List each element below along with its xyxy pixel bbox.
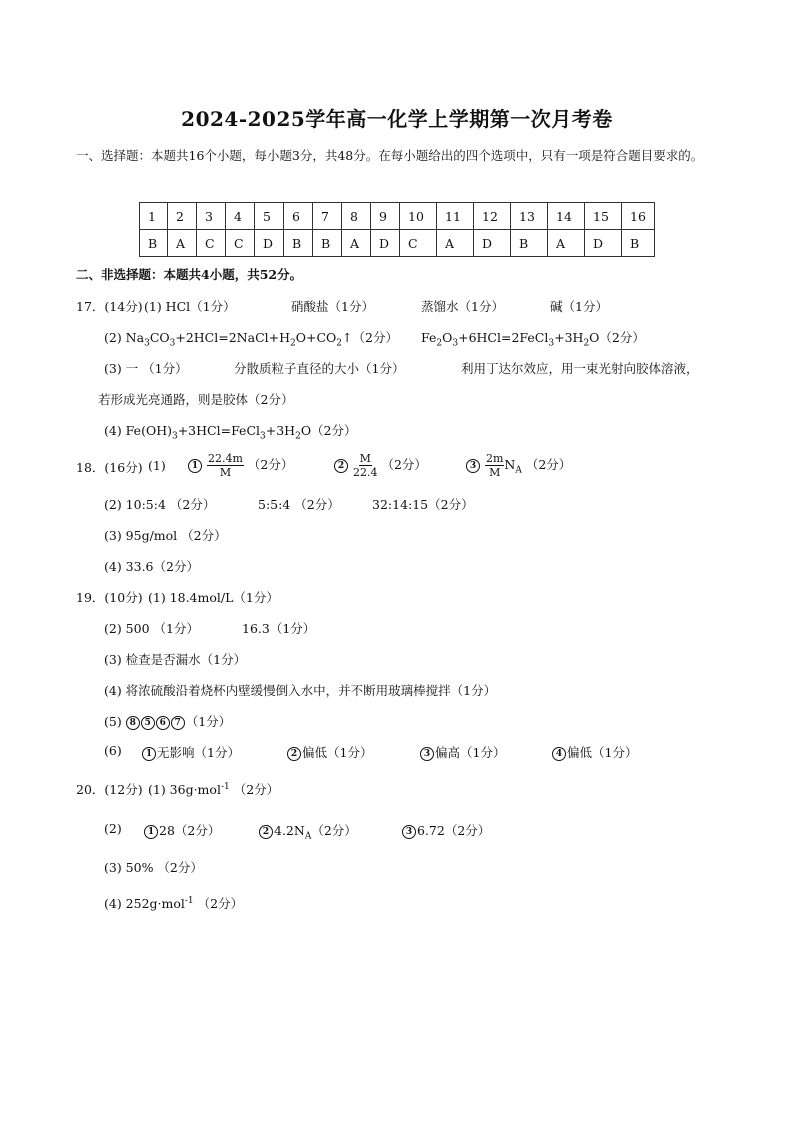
q19-answer: 2 偏低（1分）: [287, 743, 372, 761]
table-cell: C: [400, 230, 437, 257]
table-cell: 11: [437, 203, 474, 230]
table-cell: 16: [622, 203, 655, 230]
table-cell: B: [511, 230, 548, 257]
q19-part-label: (6): [104, 743, 122, 758]
q18-answer-3: 3 $\frac{2m}{M}$ $N_A$ （2分）: [466, 452, 571, 479]
circled-number: 2: [334, 459, 348, 473]
q18-answer-1: 1 $\frac{22.4m}{M}$ （2分）: [188, 452, 293, 479]
table-cell: 14: [548, 203, 585, 230]
q19-answer: (1) 18.4mol/L（1分）: [148, 590, 279, 605]
q20-answer: 2 $4.2N_A(2$分）: [259, 821, 357, 842]
table-cell: 1: [140, 203, 168, 230]
q18-answer: 32:14:15（2分）: [372, 497, 474, 512]
table-cell: 7: [313, 203, 342, 230]
circled-number: 1: [144, 825, 158, 839]
table-cell: D: [474, 230, 511, 257]
table-cell: A: [548, 230, 585, 257]
q17-answer: 蒸馏水（1分）: [421, 299, 504, 314]
table-cell: 5: [255, 203, 284, 230]
q20-answer: 1 28（2分）: [144, 821, 220, 839]
circled-number: 2: [287, 747, 301, 761]
q17-answer: (3) 一 （1分）: [104, 361, 188, 376]
q17-line3-cont: 若形成光亮通路，则是胶体（2分）: [98, 392, 294, 407]
q19-line5: (5) 8 5 6 7 （1分）: [104, 714, 232, 729]
q17-answer: 利用丁达尔效应，用一束光射向胶体溶液，: [461, 361, 699, 376]
circled-number: 4: [552, 747, 566, 761]
q20-line2: [104, 821, 724, 841]
q19-answer: (2) 500 （1分）: [104, 621, 199, 636]
q19-line6: [104, 743, 724, 763]
table-cell: A: [437, 230, 474, 257]
circled-number: 1: [142, 747, 156, 761]
q19-line1: [76, 588, 726, 608]
circled-number: 5: [141, 716, 155, 730]
table-cell: D: [585, 230, 622, 257]
q18-head: 18．(16分): [76, 460, 143, 475]
table-cell: 13: [511, 203, 548, 230]
q19-answer: 1 无影响（1分）: [142, 743, 240, 761]
fraction: $\frac{2m}{M}$: [485, 452, 504, 479]
table-cell: 2: [168, 203, 197, 230]
q19-line4: (4) 将浓硫酸沿着烧杯内壁缓慢倒入水中，并不断用玻璃棒搅拌（1分）: [104, 683, 497, 698]
q18-answer-2: 2 $\frac{M}{22.4}$ （2分）: [334, 452, 427, 479]
q17-equation-1: (2) $Na_3CO_3+2HCl=2NaCl+H_2O+CO_2↑(2$分）: [104, 330, 398, 349]
table-cell: B: [622, 230, 655, 257]
q17-head: 17．(14分): [76, 299, 143, 314]
q19-answer: 3 偏高（1分）: [420, 743, 505, 761]
q19-answer: 4 偏低（1分）: [552, 743, 637, 761]
q18-line3: (3) 95g/mol （2分）: [104, 528, 227, 543]
table-cell: A: [342, 230, 371, 257]
table-cell: B: [313, 230, 342, 257]
circled-number: 1: [188, 459, 202, 473]
q17-line1: [76, 297, 726, 317]
answer-table: [139, 202, 655, 257]
q17-equation-2: $Fe_2O_3+6HCl=2FeCl_3+3H_2O(2$分）: [421, 330, 645, 349]
table-cell: B: [140, 230, 168, 257]
table-cell: A: [168, 230, 197, 257]
q19-head: 19．(10分): [76, 590, 143, 605]
table-cell: 10: [400, 203, 437, 230]
q20-line1: [76, 780, 726, 800]
q18-part-label: (1): [148, 458, 166, 473]
table-cell: C: [226, 230, 255, 257]
q18-line2: [104, 495, 724, 515]
q18-line1: [76, 450, 726, 484]
q20-answer: 3 6.72（2分）: [402, 821, 490, 839]
q17-line2: [104, 328, 724, 348]
table-cell: C: [197, 230, 226, 257]
circled-number: 6: [156, 716, 170, 730]
q18-line4: (4) 33.6（2分）: [104, 559, 199, 574]
table-cell: 3: [197, 203, 226, 230]
table-cell: 9: [371, 203, 400, 230]
table-cell: 15: [585, 203, 622, 230]
section2-heading: 二、非选择题：本题共4小题，共52分。: [76, 267, 303, 282]
circled-number: 3: [402, 825, 416, 839]
q20-line3: (3) 50% （2分）: [104, 860, 203, 875]
q19-answer: 16.3（1分）: [242, 621, 316, 636]
q17-answer: 硝酸盐（1分）: [291, 299, 374, 314]
q18-answer: 5:5:4 （2分）: [258, 497, 340, 512]
table-cell: 8: [342, 203, 371, 230]
q20-part-label: (2): [104, 821, 122, 836]
q17-answer: 分散质粒子直径的大小（1分）: [234, 361, 405, 376]
section1-heading: 一、选择题：本题共16个小题，每小题3分，共48分。在每小题给出的四个选项中，只有一项是符合题目要求的。: [76, 148, 704, 163]
q17-equation-3: (4) $Fe(OH)_3+3HCl=FeCl_3+3H_2O(2$分）: [104, 423, 357, 442]
circled-number: 3: [420, 747, 434, 761]
circled-number: 7: [171, 716, 185, 730]
q17-line3: [104, 359, 724, 379]
q20-head: 20．(12分): [76, 782, 143, 797]
table-cell: 6: [284, 203, 313, 230]
table-cell: D: [371, 230, 400, 257]
answer-table-answers-row: [140, 230, 655, 257]
table-cell: 12: [474, 203, 511, 230]
fraction: $\frac{22.4m}{M}$: [207, 452, 243, 479]
q17-answer: 碱（1分）: [550, 299, 608, 314]
q18-answer: (2) 10:5:4 （2分）: [104, 497, 216, 512]
page-title: 2024-2025学年高一化学上学期第一次月考卷: [181, 107, 613, 131]
table-cell: 4: [226, 203, 255, 230]
fraction: $\frac{M}{22.4}$: [352, 452, 378, 479]
answer-table-numbers-row: [140, 203, 655, 230]
q17-answer: (1) HCl（1分）: [144, 299, 236, 314]
table-cell: B: [284, 230, 313, 257]
circled-number: 2: [259, 825, 273, 839]
q19-line2: [104, 619, 724, 639]
q20-line4: (4) 252g·mol$^{-1}$ （2分）: [104, 895, 244, 911]
circled-number: 3: [466, 459, 480, 473]
q19-line3: (3) 检查是否漏水（1分）: [104, 652, 247, 667]
circled-number: 8: [126, 716, 140, 730]
table-cell: D: [255, 230, 284, 257]
q20-answer: (1) 36g·mol$^{-1}$ （2分）: [148, 781, 280, 797]
